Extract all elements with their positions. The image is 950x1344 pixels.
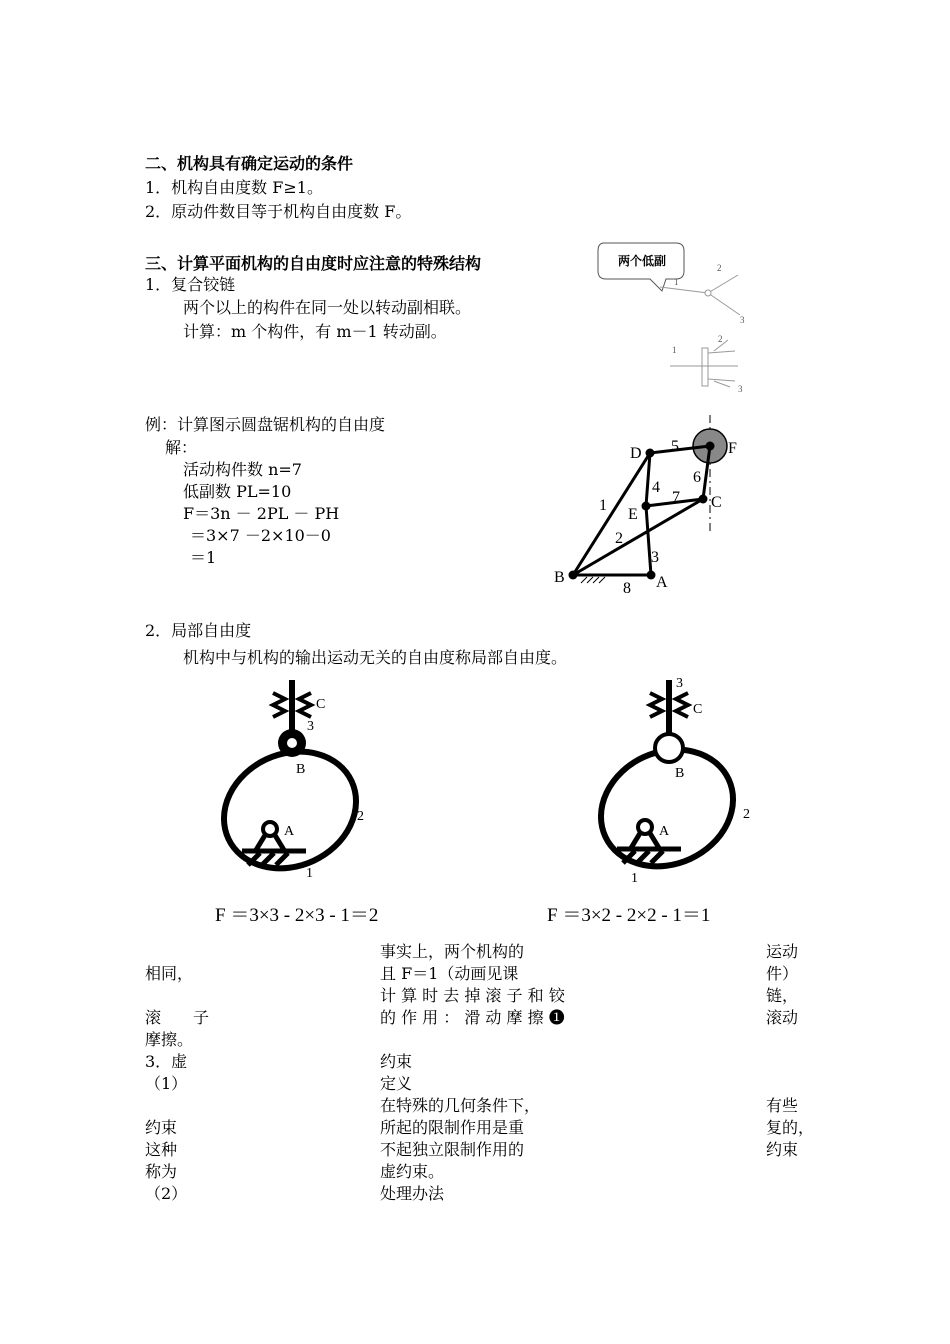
col-mid-line: 在特殊的几何条件下， [380,1096,541,1115]
sub1-title: 1．复合铰链 [145,275,236,294]
section3-heading: 三、计算平面机构的自由度时应注意的特殊结构 [145,254,482,273]
col-left-line: 滚 子 [145,1008,210,1027]
link-5: 5 [671,438,679,455]
col-left-line [145,941,209,963]
right-label-C: C [693,702,703,717]
compound-hinge-figure [590,235,770,400]
point-B: B [554,569,565,586]
point-E: E [628,506,638,523]
right-label-2: 2 [743,807,750,822]
fragment-column-right [766,941,814,1205]
point-F: F [728,440,737,457]
col-right-line [766,1183,814,1205]
joint-label-1: 1 [674,277,679,287]
joint-label-2b: 2 [718,334,723,344]
col-mid-line: 定义 [380,1074,413,1093]
section2-item1: 1．机构自由度数 F≥1。 [145,178,323,197]
joint-label-1b: 1 [672,345,677,355]
col-right-line: 滚动 [766,1008,799,1027]
right-label-A: A [659,824,670,839]
left-label-2: 2 [357,809,364,824]
col-mid-line: 计 算 时 去 掉 滚 子 和 铰 [380,986,565,1005]
example-line5: ＝1 [190,548,217,567]
col-mid-line: 处理办法 [380,1184,445,1203]
col-right-line: 复的， [766,1118,815,1137]
formula-right: F ＝3×2 - 2×2 - 1＝1 [547,905,711,926]
left-label-C: C [316,697,326,712]
col-right-line [766,1029,814,1051]
sub1-calc: 计算：m 个构件，有 m－1 转动副。 [183,322,447,341]
col-mid-line [380,1029,565,1051]
link-4: 4 [652,479,660,496]
point-C: C [711,494,722,511]
right-label-B: B [675,766,685,781]
joint-label-3b: 3 [738,384,743,394]
link-7: 7 [672,489,680,506]
col-right-line: 约束 [766,1140,799,1159]
saw-mechanism-figure [545,415,765,600]
example-solve: 解： [165,438,198,457]
col-mid-line: 约束 [380,1052,413,1071]
col-right-line [766,1161,814,1183]
col-left-line: 这种 [145,1140,178,1159]
col-left-line: 相同， [145,964,194,983]
col-right-line: 有些 [766,1096,799,1115]
fragment-column-left [145,941,209,1205]
col-left-line: 约束 [145,1118,178,1137]
col-left-line: 3．虚 [145,1052,188,1071]
right-label-1: 1 [631,871,638,886]
col-mid-line: 所起的限制作用是重 [380,1118,525,1137]
col-right-line: 件） [766,964,799,983]
link-2: 2 [615,530,623,547]
link-3: 3 [651,549,659,566]
col-left-line: 称为 [145,1162,178,1181]
col-right-line [766,1073,814,1095]
link-1: 1 [599,497,607,514]
local-dof-title: 2．局部自由度 [145,621,252,640]
right-label-3: 3 [676,676,683,691]
col-mid-line: 虚约束。 [380,1162,445,1181]
left-label-3: 3 [307,719,314,734]
col-mid-line: 事实上，两个机构的 [380,942,525,961]
col-right-line: 链， [766,986,799,1005]
col-left-line [145,1095,209,1117]
col-left-line: （1） [145,1074,188,1093]
local-dof-desc: 机构中与机构的输出运动无关的自由度称局部自由度。 [183,648,568,667]
example-line4: ＝3×7 －2×10－0 [190,526,331,545]
left-label-A: A [284,824,295,839]
col-mid-line: 的 作 用 ： 滑 动 摩 擦 ❶ [380,1008,565,1027]
link-8: 8 [623,580,631,597]
joint-label-3: 3 [740,315,745,325]
col-mid-line: 不起独立限制作用的 [380,1140,525,1159]
link-6: 6 [693,469,701,486]
sub1-desc: 两个以上的构件在同一处以转动副相联。 [183,298,472,317]
left-label-1: 1 [306,866,313,881]
cam-figure-left [210,675,380,890]
point-A: A [656,574,668,591]
callout-text: 两个低副 [617,254,667,268]
col-left-line [145,985,209,1007]
col-right-line [766,1051,814,1073]
left-label-B: B [296,762,306,777]
point-D: D [630,445,642,462]
col-left-line: 摩擦。 [145,1030,194,1049]
example-line3: F＝3n － 2PL － PH [183,504,340,523]
formula-left: F ＝3×3 - 2×3 - 1＝2 [215,905,379,926]
joint-label-2: 2 [717,263,722,273]
example-line1: 活动构件数 n=7 [183,460,302,479]
section2-item2: 2．原动件数目等于机构自由度数 F。 [145,202,412,221]
fragment-column-mid [380,941,565,1205]
col-right-line: 运动 [766,942,799,961]
section2-heading: 二、机构具有确定运动的条件 [145,154,354,173]
cam-figure-right [585,675,760,890]
example-line2: 低副数 PL=10 [183,482,292,501]
col-left-line: （2） [145,1184,188,1203]
col-mid-line: 且 F＝1（动画见课 [380,964,519,983]
example-title: 例：计算图示圆盘锯机构的自由度 [145,415,386,434]
